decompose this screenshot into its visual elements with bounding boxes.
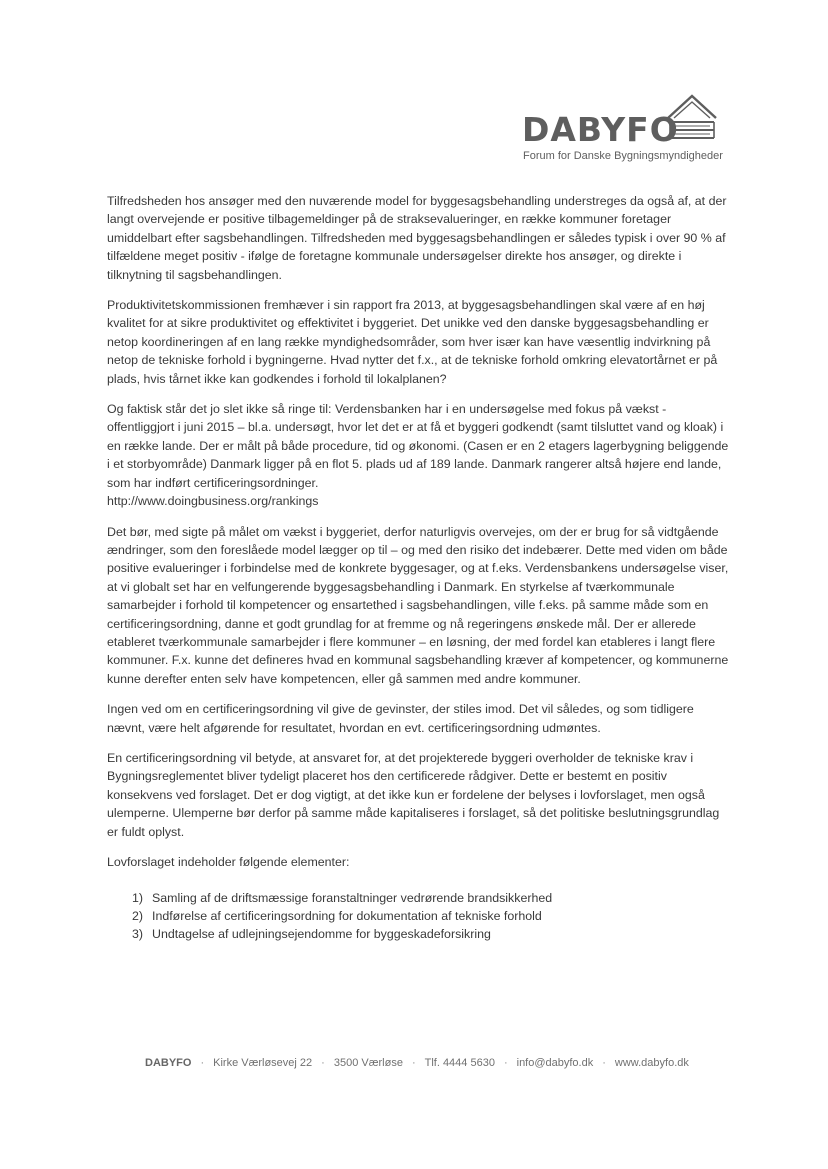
paragraph-satisfaction: Tilfredsheden hos ansøger med den nuværende model for byggesagsbehandling understreges da også af, at der langt overvejende er positive tilbagemeldinger på de straksevalueringer, en række kommuner foretager umiddelbart efter sagsbehandlingen. Tilfredsheden med byggesagsbehandlingen er således typisk i over 90 % af tilfældene meget positiv - ifølge de foretagne kommunale undersøgelser direkte hos ansøger, og direkte i tilknytning til sagsbehandlingen.	[107, 194, 727, 282]
footer-separator: ·	[321, 1057, 325, 1069]
list-item	[132, 907, 732, 925]
list-item-number: 2)	[132, 909, 144, 924]
footer-website: www.dabyfo.dk	[614, 1057, 689, 1069]
list-item-number: 1)	[132, 891, 144, 906]
bill-elements-list	[107, 889, 732, 943]
paragraph-gains-unknown: Ingen ved om en certificeringsordning vil give de gevinster, der stiles imod. Det vil således, og som tidligere nævnt, være helt afgørende for resultatet, hvordan en evt. certificeringsordning udmøntes.	[107, 702, 694, 735]
paragraph-list-intro: Lovforslaget indeholder følgende elementer:	[107, 855, 350, 869]
paragraph-productivity-commission: Produktivitetskommissionen fremhæver i sin rapport fra 2013, at byggesagsbehandlingen skal være af en høj kvalitet for at sikre produktivitet og effektivitet i byggeriet. Det unikke ved den danske byggesagsbehandling er netop koordineringen af en lang række myndighedsområder, som hver især kan have væsentlig indvirkning på netop de tekniske forhold i bygningerne. Hvad nytter det f.x., at de tekniske forhold omkring elevatortårnet er på plads, hvis tårnet ikke kan godkendes i forhold til lokalplanen?	[107, 298, 718, 386]
footer-separator: ·	[602, 1057, 606, 1069]
footer-brand: DABYFO	[145, 1057, 192, 1069]
paragraph-growth-considerations: Det bør, med sigte på målet om vækst i byggeriet, derfor naturligvis overvejes, om der er brug for så vidtgående ændringer, som den foreslåede model lægger op til – og med den risiko det indebærer. Dette med viden om både positive evalueringer i forbindelse med de konkrete byggesager, og at f.eks. Verdensbankens undersøgelse viser, at vi globalt set har en velfungerende byggesagsbehandling i Danmark. En styrkelse af tværkommunale samarbejder i forhold til kompetencer og ensartethed i sagsbehandlingen, ville f.eks. på samme måde som en certificeringsordning, danne et godt grundlag for at fremme og nå regeringens ønskede mål. Der er allerede etableret tværkommunale samarbejder i flere kommuner – en løsning, der med fordel kan etableres i langt flere kommuner. F.x. kunne det defineres hvad en kommunal sagsbehandling kræver af kompetencer, og kommunerne kunne derefter enten selv have kompetencen, eller gå sammen med andre kommuner.	[107, 524, 729, 686]
list-item-text: Undtagelse af udlejningsejendomme for byggeskadeforsikring	[152, 927, 491, 942]
footer-address: Kirke Værløsevej 22	[213, 1057, 313, 1069]
paragraph-world-bank-text: Og faktisk står det jo slet ikke så ringe til: Verdensbanken har i en undersøgelse med fokus på vækst - offentliggjort i juni 2015 – bl.a. undersøgt, hvor let det er at få et byggeri godkendt (samt tilsluttet vand og kloak) i en række lande. Der er målt på både procedure, tid og økonomi. (Casen er en 2 etagers lagerbygning beliggende i et storbyområde) Danmark ligger på en flot 5. plads ud af 189 lande. Danmark rangerer altså højere end lande, som har indført certificeringsordninger.	[107, 402, 729, 490]
footer-city: 3500 Værløse	[333, 1057, 403, 1069]
logo-wordmark: DABYFO	[522, 110, 679, 149]
dabyfo-logo	[520, 92, 730, 162]
house-roof-icon	[666, 92, 718, 144]
paragraph-world-bank	[107, 400, 732, 510]
doingbusiness-url: http://www.doingbusiness.org/rankings	[107, 494, 319, 509]
list-item	[132, 889, 732, 907]
list-item-text: Samling af de driftsmæssige foranstaltninger vedrørende brandsikkerhed	[152, 891, 553, 906]
list-item	[132, 925, 732, 943]
paragraph-responsibility: En certificeringsordning vil betyde, at ansvaret for, at det projekterede byggeri overholder de tekniske krav i Bygningsreglementet bliver tydeligt placeret hos den certificerede rådgiver. Dette er bestemt en positiv konsekvens ved forslaget. Det er dog vigtigt, at det ikke kun er fordelene der belyses i lovforslaget, men også ulemperne. Ulemperne bør derfor på samme måde kapitaliseres i forslaget, så det politiske beslutningsgrundlag er fuldt oplyst.	[107, 750, 720, 839]
list-item-text: Indførelse af certificeringsordning for dokumentation af tekniske forhold	[152, 909, 542, 924]
footer-email: info@dabyfo.dk	[516, 1057, 594, 1069]
page-footer	[145, 1057, 735, 1069]
letter-body	[107, 192, 732, 943]
list-item-number: 3)	[132, 927, 144, 942]
footer-separator: ·	[411, 1057, 416, 1069]
footer-separator: ·	[200, 1057, 205, 1069]
footer-separator: ·	[503, 1057, 508, 1069]
footer-phone: Tlf. 4444 5630	[424, 1057, 495, 1069]
logo-subtitle: Forum for Danske Bygningsmyndigheder	[523, 150, 723, 162]
